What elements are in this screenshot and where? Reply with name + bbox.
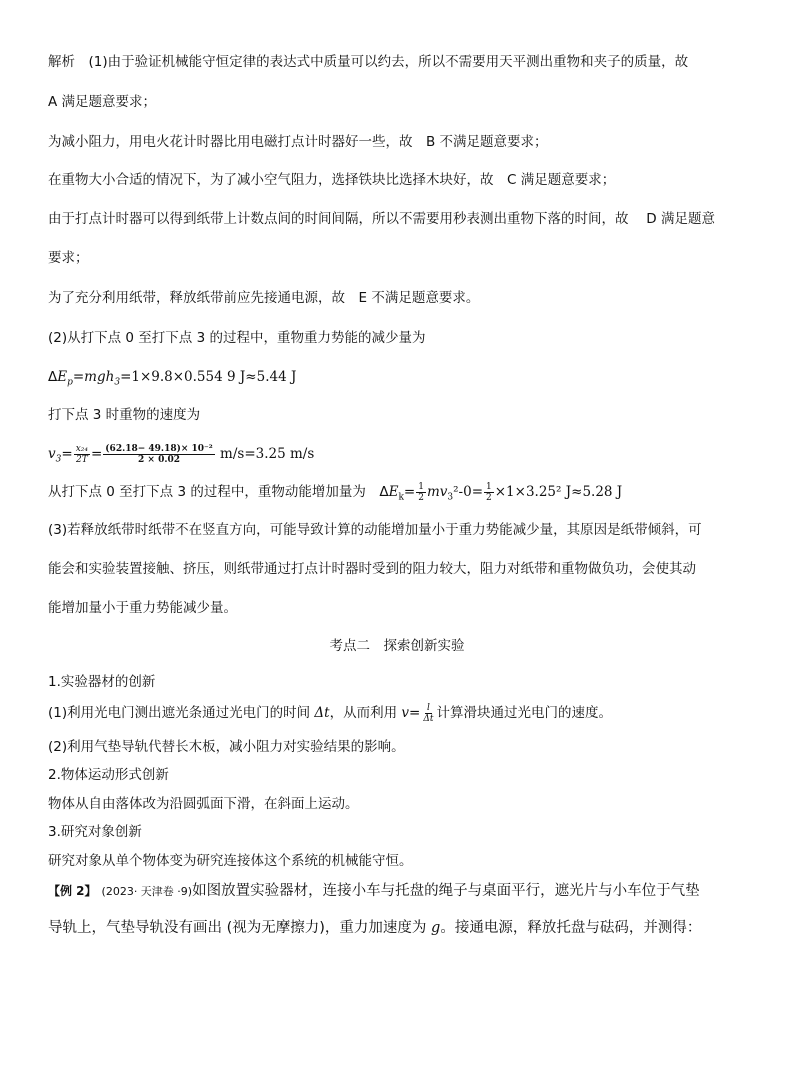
eq1-lhs: E: [57, 369, 68, 385]
analysis-line-2: A 满足题意要求；: [48, 94, 157, 110]
eq3-mid-sub: 3: [447, 492, 454, 503]
kinetic-energy-prefix: 从打下点 0 至打下点 3 的过程中，重物动能增加量为: [48, 484, 380, 500]
p1-fraction: $\frac{l}{\Delta t}$: [423, 702, 434, 724]
p1-suffix: 计算滑块通过光电门的速度。: [436, 705, 612, 721]
analysis-line-3: 为减小阻力，用电火花计时器比用电磁打点计时器好一些，故 B 不满足题意要求；: [48, 134, 548, 150]
p1-prefix: (1)利用光电门测出遮光条通过光电门的时间: [48, 705, 315, 721]
example-text-2b: 。接通电源，释放托盘与砝码，并测得：: [440, 920, 702, 936]
section-heading-3: 3.研究对象创新: [48, 824, 142, 840]
eq2-tail: m/s=3.25 m/s: [215, 446, 315, 462]
eq3-mid: mv: [426, 484, 448, 500]
p1-dt: Δt: [314, 705, 330, 721]
section-paragraph-1: [48, 700, 766, 726]
section-heading-1: 1.实验器材的创新: [48, 674, 156, 690]
analysis-line-1: 解析 (1)由于验证机械能守恒定律的表达式中质量可以约去，所以不需要用天平测出重物和夹子的质量，故: [48, 54, 689, 70]
analysis-line-12: 能会和实验装置接触、挤压，则纸带通过打点计时器时受到的阻力较大，阻力对纸带和重物做负功，会使其动: [48, 561, 696, 577]
section-heading-2: 2.物体运动形式创新: [48, 767, 169, 783]
p1-mid: ，从而利用: [329, 705, 402, 721]
eq1-rhs: =mgh: [72, 369, 115, 385]
section-paragraph-2: (2)利用气垫导轨代替长木板，减小阻力对实验结果的影响。: [48, 739, 405, 755]
eq1-rhs-sub: 3: [114, 377, 121, 388]
example-line-1: [48, 880, 766, 903]
example-line-2: [48, 917, 766, 939]
kinetic-energy-line: 从打下点 0 至打下点 3 的过程中，重物动能增加量为 $\Delta E_k=$ $\frac{1}{2}$ $mv_3^2-0=$ $\frac{1}{2}$ ×1×3.25² J≈5.28 J: [48, 481, 623, 503]
eq3-lhs-sub: k: [398, 492, 404, 503]
delta-symbol: Δ: [379, 484, 389, 500]
p1-eq: =: [409, 705, 421, 721]
eq2-lhs-sub: 3: [55, 454, 62, 465]
eq2-lhs: v: [48, 446, 56, 462]
analysis-line-7: 为了充分利用纸带，释放纸带前应先接通电源，故 E 不满足题意要求。: [48, 290, 480, 306]
analysis-line-5: 由于打点计时器可以得到纸带上计数点间的时间间隔，所以不需要用秒表测出重物下落的时间，故 D 满足题意: [48, 211, 715, 227]
example-text-2a: 导轨上，气垫导轨没有画出 (视为无摩擦力)，重力加速度为: [48, 920, 432, 936]
eq3-mid-tail: ²-0=: [453, 484, 484, 500]
section-title: 考点二 探索创新实验: [329, 638, 465, 654]
velocity-equation: $v_3=$ $\frac{\text{x₂₄}}{2T}$ = $\frac{\text{(62.18− 49.18)× 10⁻²}}{2 \times 0.02}$ m/s=3.25 m/s: [48, 443, 315, 465]
delta-symbol: Δ: [48, 369, 58, 385]
example-text-1: 如图放置实验器材，连接小车与托盘的绳子与桌面平行，遮光片与小车位于气垫: [192, 883, 700, 899]
eq3-fraction-a: $\frac{1}{2}$: [418, 481, 424, 503]
eq2-fraction-2: $\frac{\text{(62.18− 49.18)× 10⁻²}}{2 \times 0.02}$: [105, 443, 213, 465]
analysis-line-13: 能增加量小于重力势能减少量。: [48, 600, 237, 616]
potential-energy-equation: [48, 368, 766, 392]
analysis-line-9: 打下点 3 时重物的速度为: [48, 407, 201, 423]
analysis-line-6: 要求；: [48, 250, 89, 266]
eq2-fraction-1: $\frac{\text{x₂₄}}{2T}$: [75, 443, 88, 465]
example-tag: 【例 2】: [48, 884, 91, 898]
section-paragraph-4: 研究对象从单个物体变为研究连接体这个系统的机械能守恒。: [48, 853, 413, 869]
section-paragraph-3: 物体从自由落体改为沿圆弧面下滑，在斜面上运动。: [48, 796, 359, 812]
example-source: (2023· 天津卷 ·9): [90, 885, 193, 898]
eq1-tail: =1×9.8×0.554 9 J≈5.44 J: [120, 369, 297, 385]
analysis-line-11: (3)若释放纸带时纸带不在竖直方向，可能导致计算的动能增加量小于重力势能减少量，其原因是纸带倾斜，可: [48, 522, 702, 538]
example-g: g: [431, 920, 441, 936]
p1-v: v: [401, 705, 410, 721]
eq3-fraction-b: $\frac{1}{2}$: [486, 481, 492, 503]
analysis-line-4: 在重物大小合适的情况下，为了减小空气阻力，选择铁块比选择木块好，故 C 满足题意要求；: [48, 172, 616, 188]
eq1-lhs-sub: p: [67, 377, 73, 388]
analysis-line-8: (2)从打下点 0 至打下点 3 的过程中，重物重力势能的减少量为: [48, 330, 426, 346]
eq3-tail: ×1×3.25² J≈5.28 J: [494, 484, 623, 500]
eq3-lhs: E: [388, 484, 399, 500]
